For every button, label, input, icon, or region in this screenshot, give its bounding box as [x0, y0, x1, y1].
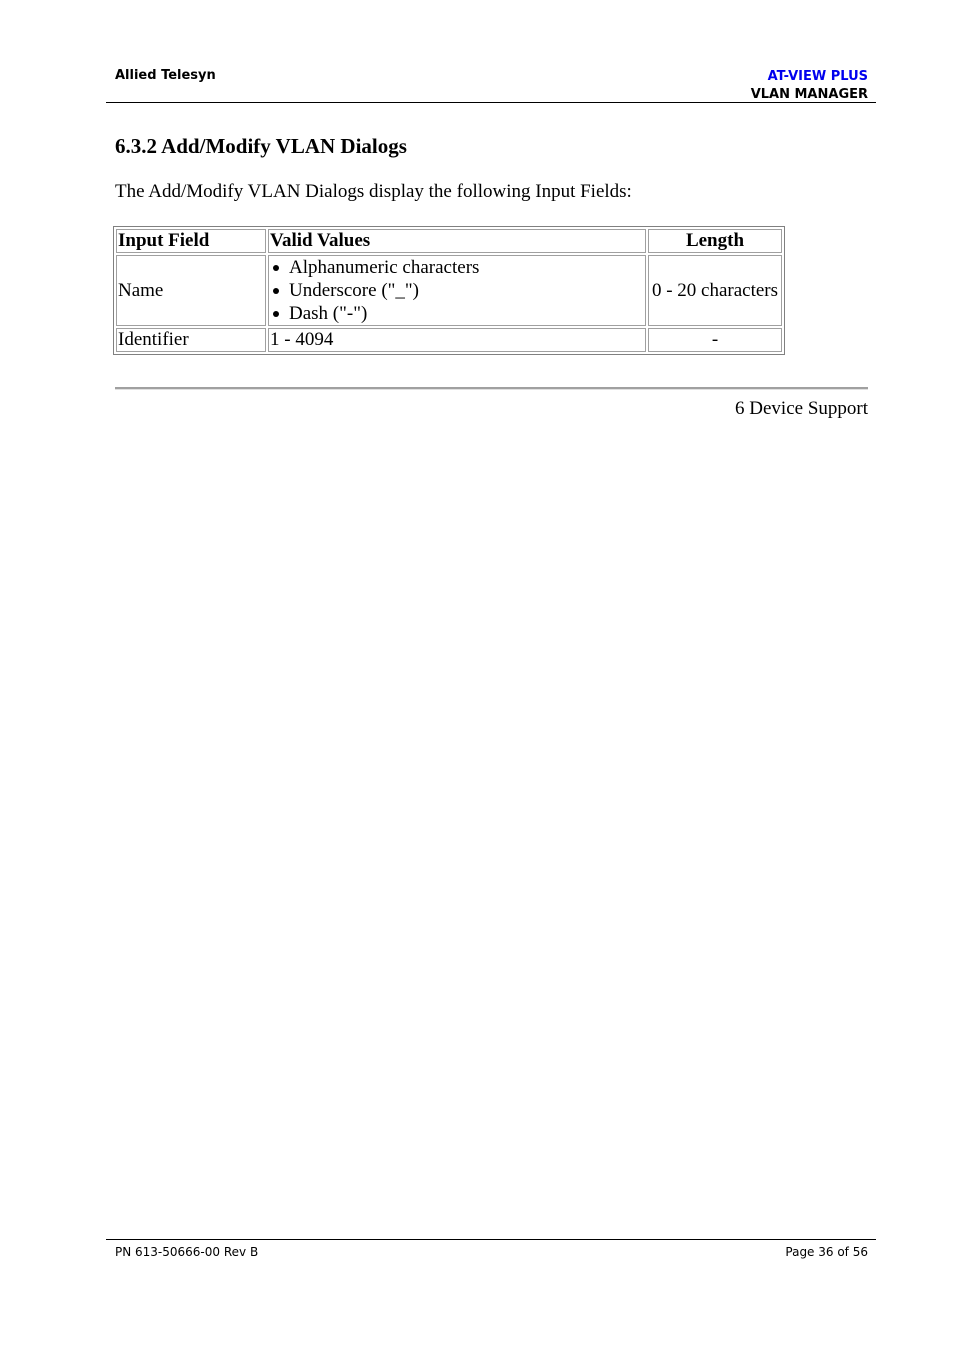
chapter-label: 6 Device Support — [735, 398, 868, 419]
table-header-row — [116, 229, 782, 253]
company-name: Allied Telesyn — [115, 68, 216, 83]
length-cell: 0 - 20 characters — [648, 255, 782, 326]
section-heading: 6.3.2 Add/Modify VLAN Dialogs — [115, 134, 407, 158]
document-title-block — [751, 68, 868, 104]
table-row — [116, 255, 782, 326]
footer-divider — [106, 1239, 876, 1240]
field-name-cell: Name — [116, 255, 266, 326]
intro-paragraph: The Add/Modify VLAN Dialogs display the following Input Fields: — [115, 181, 632, 202]
list-item: Underscore ("_") — [270, 279, 644, 302]
valid-values-list — [270, 256, 644, 325]
part-number: PN 613-50666-00 Rev B — [115, 1245, 259, 1259]
column-header-input-field: Input Field — [116, 229, 266, 253]
table-row — [116, 328, 782, 352]
length-cell: - — [648, 328, 782, 352]
list-item: Alphanumeric characters — [270, 256, 644, 279]
page-number: Page 36 of 56 — [785, 1245, 868, 1259]
field-name-cell: Identifier — [116, 328, 266, 352]
list-item: Dash ("-") — [270, 302, 644, 325]
product-name: AT-VIEW PLUS — [767, 69, 868, 84]
valid-values-cell: 1 - 4094 — [268, 328, 646, 352]
valid-values-cell — [268, 255, 646, 326]
header-divider — [106, 102, 876, 103]
section-divider — [115, 387, 868, 390]
module-name: VLAN MANAGER — [750, 87, 868, 102]
input-fields-table — [113, 226, 785, 355]
column-header-valid-values: Valid Values — [268, 229, 646, 253]
column-header-length: Length — [648, 229, 782, 253]
